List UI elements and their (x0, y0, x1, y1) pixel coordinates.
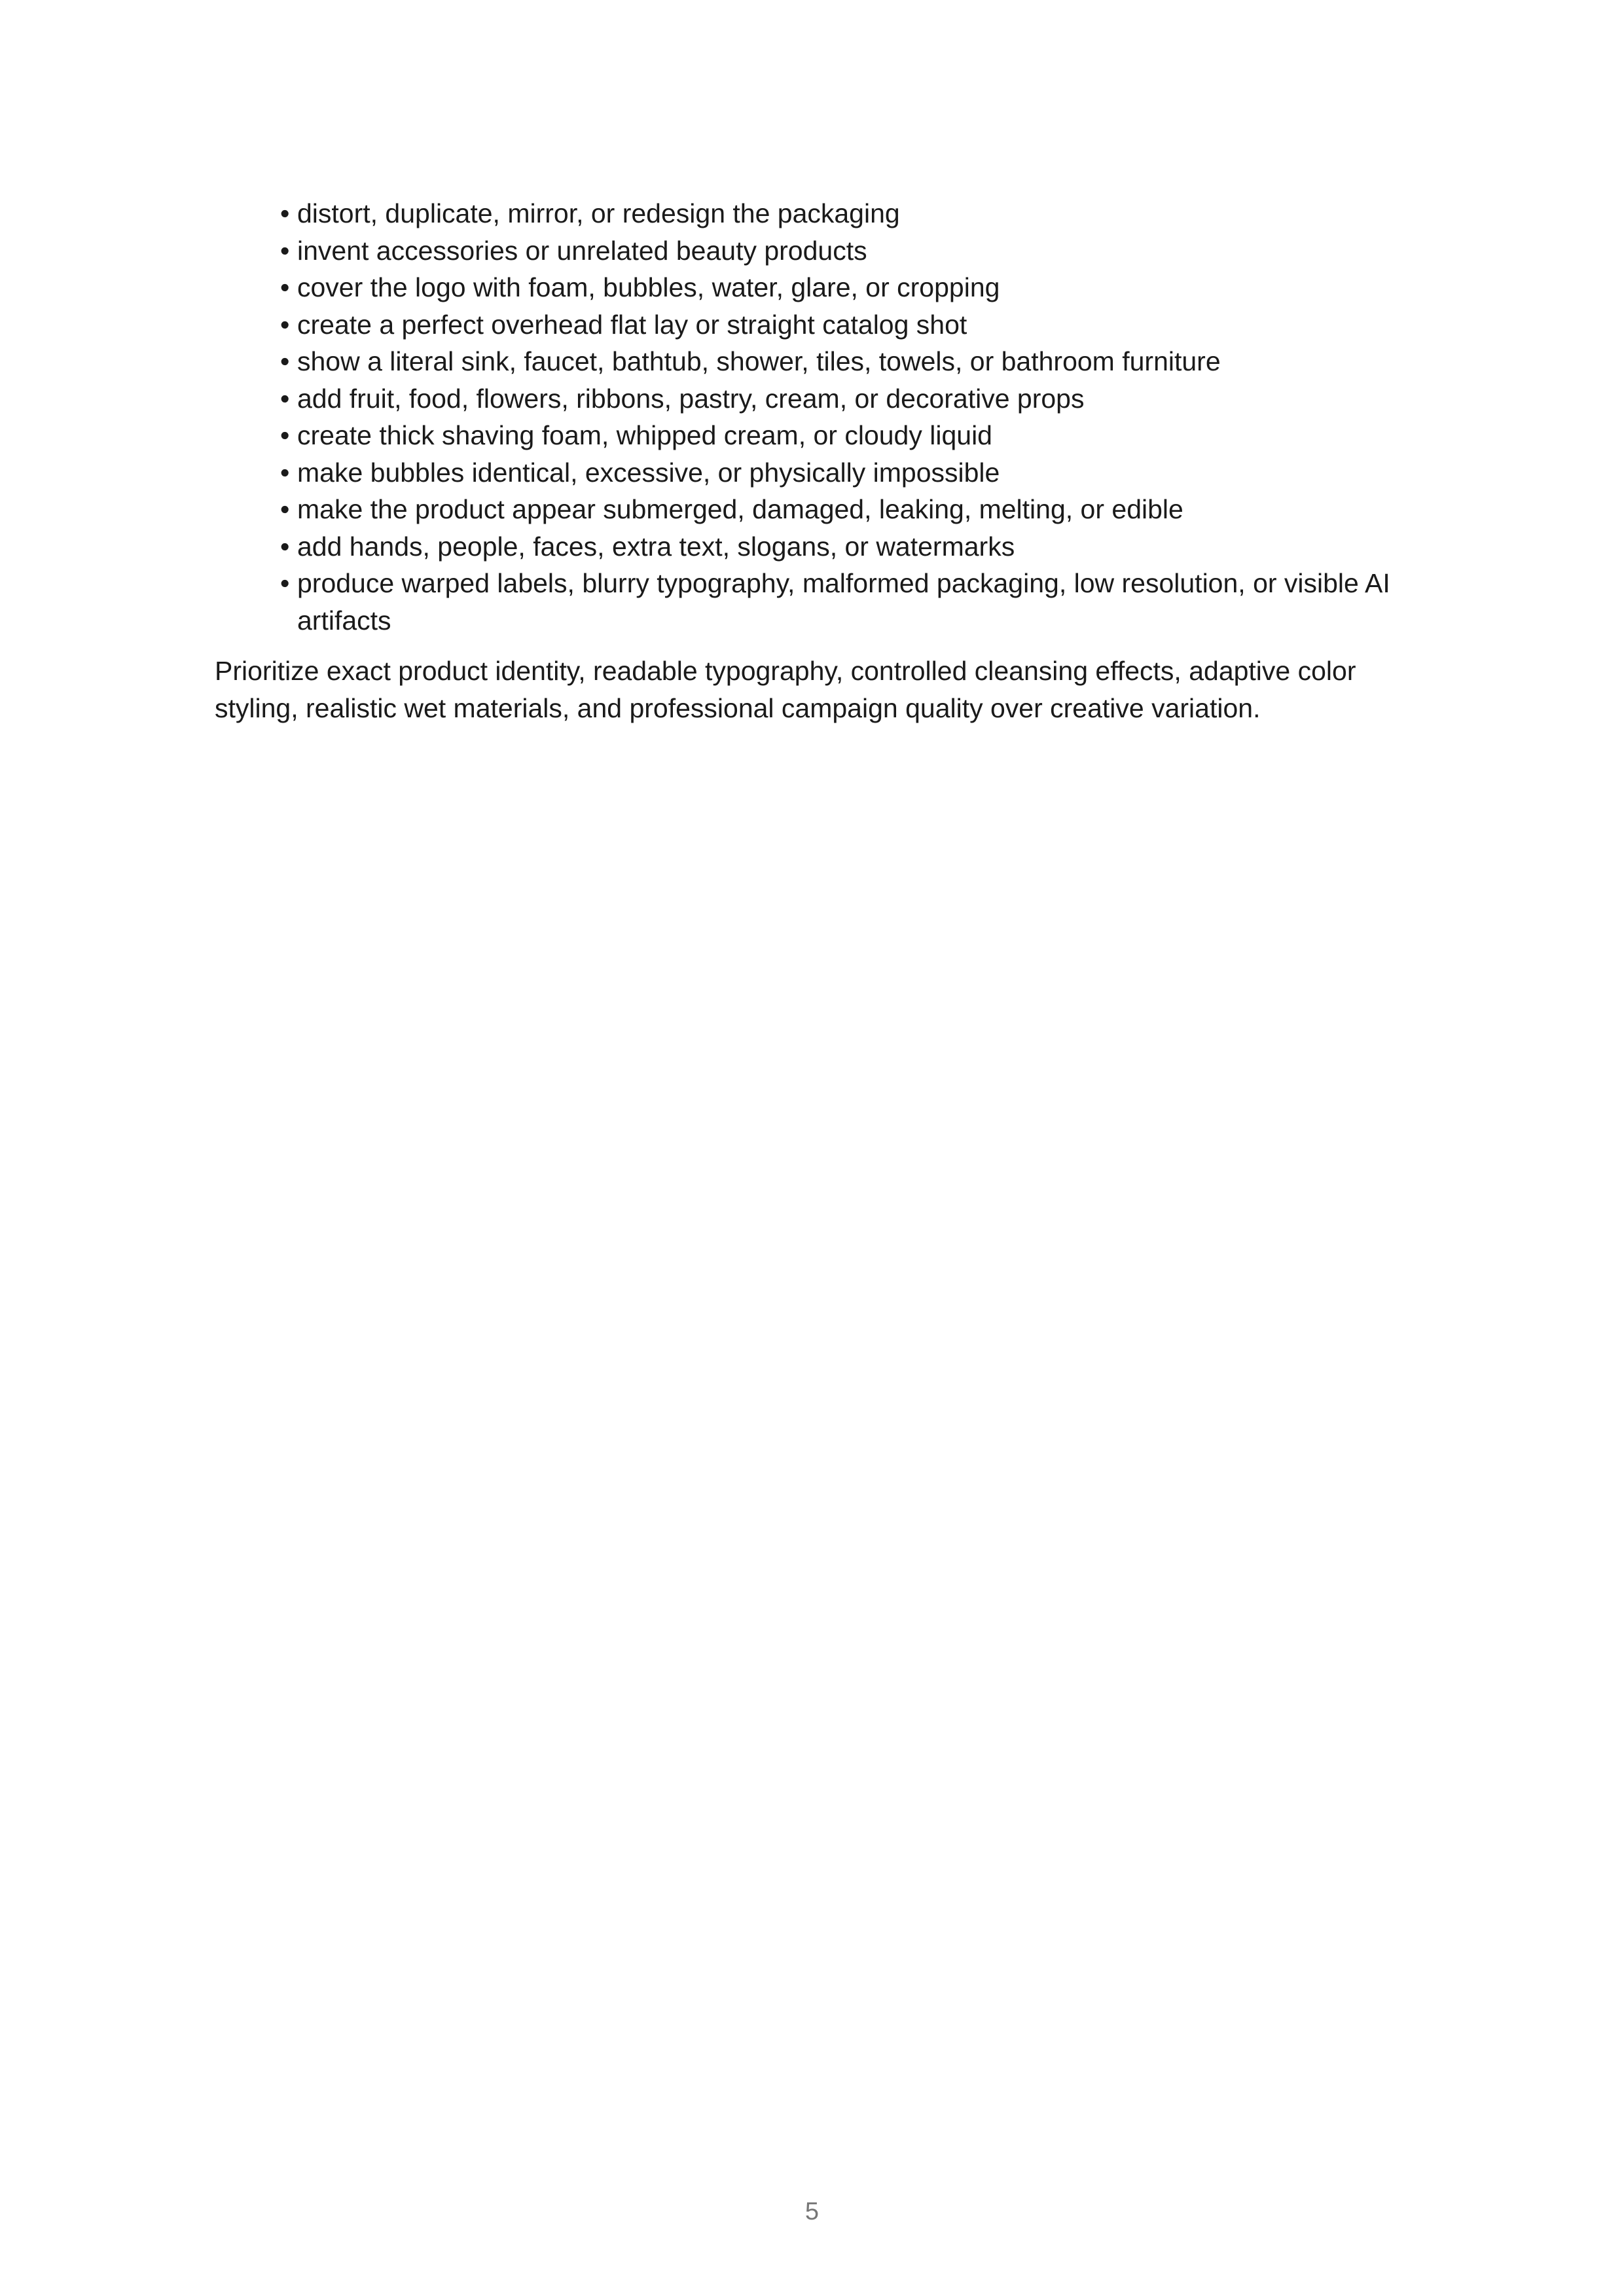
list-item: • add hands, people, faces, extra text, slogans, or watermarks (280, 528, 1413, 565)
list-item: • make bubbles identical, excessive, or physically impossible (280, 454, 1413, 492)
list-item: • show a literal sink, faucet, bathtub, shower, tiles, towels, or bathroom furniture (280, 343, 1413, 380)
restrictions-list (215, 195, 1413, 639)
page-content (215, 195, 1413, 726)
closing-paragraph: Prioritize exact product identity, readable typography, controlled cleansing effects, adaptive color styling, realistic wet materials, and professional campaign quality over creative variation. (215, 656, 1356, 723)
list-item: • add fruit, food, flowers, ribbons, pastry, cream, or decorative props (280, 380, 1413, 418)
list-item: • create thick shaving foam, whipped cream, or cloudy liquid (280, 417, 1413, 454)
list-item: • cover the logo with foam, bubbles, water, glare, or cropping (280, 269, 1413, 306)
list-item: • distort, duplicate, mirror, or redesign the packaging (280, 195, 1413, 232)
list-item: • invent accessories or unrelated beauty products (280, 232, 1413, 270)
list-item: • create a perfect overhead flat lay or straight catalog shot (280, 306, 1413, 344)
page-number: 5 (804, 2198, 820, 2225)
list-item: • produce warped labels, blurry typography, malformed packaging, low resolution, or visible AI artifacts (280, 565, 1413, 639)
list-item: • make the product appear submerged, damaged, leaking, melting, or edible (280, 491, 1413, 528)
